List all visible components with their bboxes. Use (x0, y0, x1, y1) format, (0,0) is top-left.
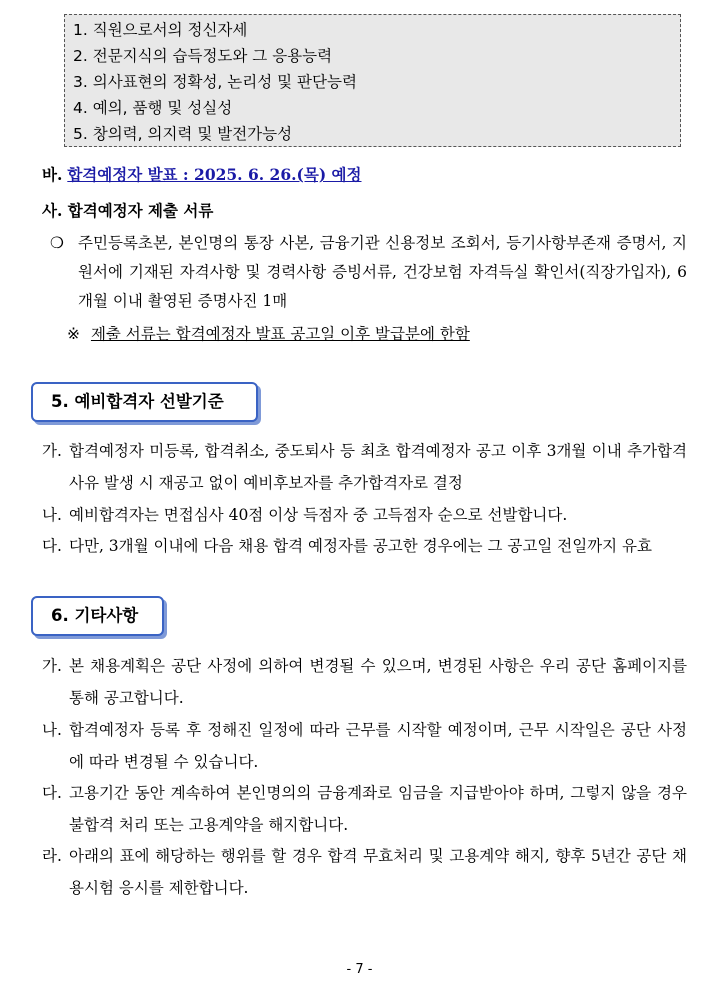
item-text: 예비합격자는 면접심사 40점 이상 득점자 중 고득점자 순으로 선발합니다. (69, 506, 568, 524)
documents-note-text: 제출 서류는 합격예정자 발표 공고일 이후 발급분에 한함 (90, 325, 470, 343)
documents-bullet (50, 229, 687, 316)
item-text: 본 채용계획은 공단 사정에 의하여 변경될 수 있으며, 변경된 사항은 우리 공단 홈페이지를 통해 공고합니다. (69, 657, 687, 707)
criteria-item: 3. 의사표현의 정확성, 논리성 및 판단능력 (73, 73, 357, 91)
list-item (42, 777, 687, 841)
item-number: 라. (42, 847, 62, 865)
item-number: 다. (42, 537, 62, 555)
reference-mark-icon: ※ (67, 325, 80, 343)
list-item (42, 435, 687, 499)
item-number: 나. (42, 506, 62, 524)
item-number: 가. (42, 442, 62, 460)
item-text: 합격예정자 등록 후 정해진 일정에 따라 근무를 시작할 예정이며, 근무 시작일은 공단 사정에 따라 변경될 수 있습니다. (69, 721, 687, 771)
item-text: 합격예정자 미등록, 합격취소, 중도퇴사 등 최초 합격예정자 공고 이후 3개월 이내 추가합격 사유 발생 시 재공고 없이 예비후보자를 추가합격자로 결정 (69, 442, 687, 492)
item-number: 가. (42, 657, 62, 675)
page-number: - 7 - (346, 962, 373, 977)
interview-criteria-box (64, 14, 681, 147)
section-5-title: 5. 예비합격자 선발기준 (31, 382, 258, 422)
list-item (42, 499, 687, 531)
documents-heading: 사. 합격예정자 제출 서류 (42, 201, 214, 220)
list-item (42, 650, 687, 714)
documents-note (67, 322, 470, 344)
announcement-line (42, 163, 362, 185)
criteria-item: 4. 예의, 품행 및 성실성 (73, 99, 233, 117)
criteria-item: 1. 직원으로서의 정신자세 (73, 21, 248, 39)
list-item (42, 714, 687, 778)
criteria-item: 2. 전문지식의 습득정도와 그 응용능력 (73, 47, 333, 65)
section-6-title: 6. 기타사항 (31, 596, 164, 636)
item-text: 아래의 표에 해당하는 행위를 할 경우 합격 무효처리 및 고용계약 해지, 향후 5년간 공단 채용시험 응시를 제한합니다. (69, 847, 687, 897)
list-item (42, 530, 687, 562)
criteria-item: 5. 창의력, 의지력 및 발전가능성 (73, 125, 293, 143)
item-number: 나. (42, 721, 62, 739)
list-item (42, 840, 687, 904)
circle-bullet-icon: ❍ (50, 234, 64, 252)
announcement-date: 합격예정자 발표 : 2025. 6. 26.(목) 예정 (67, 165, 362, 184)
announcement-label: 바. (42, 165, 63, 184)
item-text: 다만, 3개월 이내에 다음 채용 합격 예정자를 공고한 경우에는 그 공고일 전일까지 유효 (69, 537, 652, 555)
item-number: 다. (42, 784, 62, 802)
item-text: 고용기간 동안 계속하여 본인명의의 금융계좌로 임금을 지급받아야 하며, 그렇지 않을 경우 불합격 처리 또는 고용계약을 해지합니다. (69, 784, 687, 834)
documents-text: 주민등록초본, 본인명의 통장 사본, 금융기관 신용정보 조회서, 등기사항부존재 증명서, 지원서에 기재된 자격사항 및 경력사항 증빙서류, 건강보험 자격득실 확인서(직장가입자), 6개월 이내 촬영된 증명사진 1매 (78, 234, 687, 310)
